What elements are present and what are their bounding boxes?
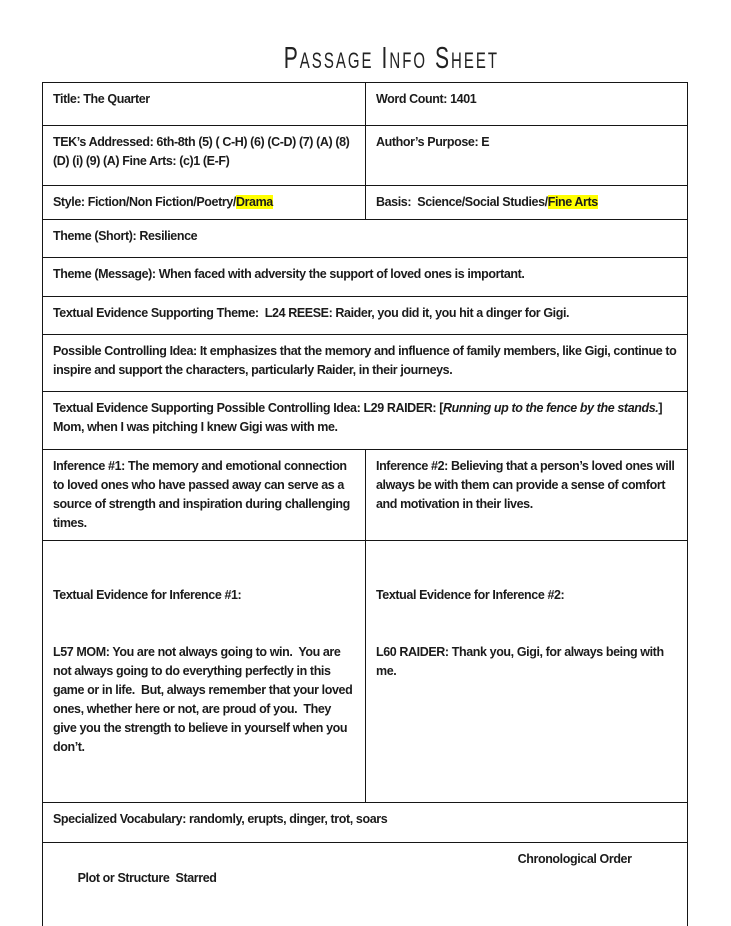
cell-evidence-inference-1 [43, 541, 365, 802]
basis-prefix-text: Basis: Science/Social Studies/ [376, 195, 548, 209]
basis-fine-arts-highlight: Fine Arts [547, 195, 598, 209]
table-row-evidence-inferences [43, 541, 687, 803]
table-row-evidence-controlling-idea [43, 392, 687, 450]
table-row-specialized-vocabulary [43, 803, 687, 843]
cell-style [43, 186, 365, 219]
cell-plot-structure [43, 843, 687, 926]
plot-structure-text: Plot or Structure Starred [77, 871, 217, 885]
cell-theme-short: Theme (Short): Resilience [53, 229, 198, 243]
cell-basis [365, 186, 687, 219]
evidence-inference-1-body: L57 MOM: You are not always going to win. You are not always going to do everything perfectly in this game or in life. But, always remember that your loved ones, whether here or not, are proud of you. They give you the strength to believe in yourself when you don’t. [53, 645, 356, 754]
cell-authors-purpose: Author’s Purpose: E [365, 126, 687, 185]
cell-passage-title: Title: The Quarter [53, 92, 150, 106]
cell-theme-message: Theme (Message): When faced with adversity the support of loved ones is important. [53, 267, 525, 281]
table-row-theme-short [43, 220, 687, 258]
table-row-inferences [43, 450, 687, 541]
table-row-evidence-theme [43, 297, 687, 335]
cell-inference-1: Inference #1: The memory and emotional connection to loved ones who have passed away can serve as a source of strength and inspiration during challenging times. [53, 459, 353, 530]
cell-teks-addressed: TEK’s Addressed: 6th-8th (5) ( C-H) (6) (C-D) (7) (A) (8) (D) (i) (9) (A) Fine Arts: (c)1 (E-F) [53, 135, 353, 168]
table-row-style-basis [43, 186, 687, 220]
style-drama-highlight: Drama [235, 195, 273, 209]
evidence-inference-1-label: Textual Evidence for Inference #1: [53, 588, 242, 602]
table-row-title-wordcount [43, 83, 687, 126]
passage-info-table [42, 82, 688, 926]
cell-controlling-idea: Possible Controlling Idea: It emphasizes that the memory and influence of family members, like Gigi, continue to inspire and support the characters, particularly Raider, in their journeys. [53, 344, 680, 377]
page-title-text: Passage Info Sheet [283, 40, 500, 75]
evidence-inference-2-label: Textual Evidence for Inference #2: [376, 588, 565, 602]
evidence-ci-prefix-text: Textual Evidence Supporting Possible Controlling Idea: L29 RAIDER: [ [53, 401, 443, 415]
table-row-controlling-idea [43, 335, 687, 392]
table-row-plot-structure [43, 843, 687, 926]
evidence-inference-2-body: L60 RAIDER: Thank you, Gigi, for always being with me. [376, 645, 667, 678]
chronological-order-text: Chronological Order [517, 852, 632, 866]
evidence-ci-stage-direction-italic: Running up to the fence by the stands. [442, 401, 659, 415]
cell-evidence-theme: Textual Evidence Supporting Theme: L24 REESE: Raider, you did it, you hit a dinger for Gigi. [53, 306, 570, 320]
table-row-theme-message [43, 258, 687, 297]
evidence-ci-suffix-text: ] Mom, when I was pitching I knew Gigi was with me. [53, 401, 666, 434]
cell-evidence-inference-2 [365, 541, 687, 802]
page-title [0, 40, 731, 76]
cell-evidence-controlling-idea [43, 392, 687, 449]
style-prefix-text: Style: Fiction/Non Fiction/Poetry/ [53, 195, 236, 209]
cell-word-count: Word Count: 1401 [365, 83, 687, 125]
table-row-teks-purpose [43, 126, 687, 186]
cell-specialized-vocabulary: Specialized Vocabulary: randomly, erupts, dinger, trot, soars [53, 812, 388, 826]
cell-inference-2: Inference #2: Believing that a person’s loved ones will always be with them can provide a sense of comfort and motivation in their lives. [365, 450, 687, 540]
